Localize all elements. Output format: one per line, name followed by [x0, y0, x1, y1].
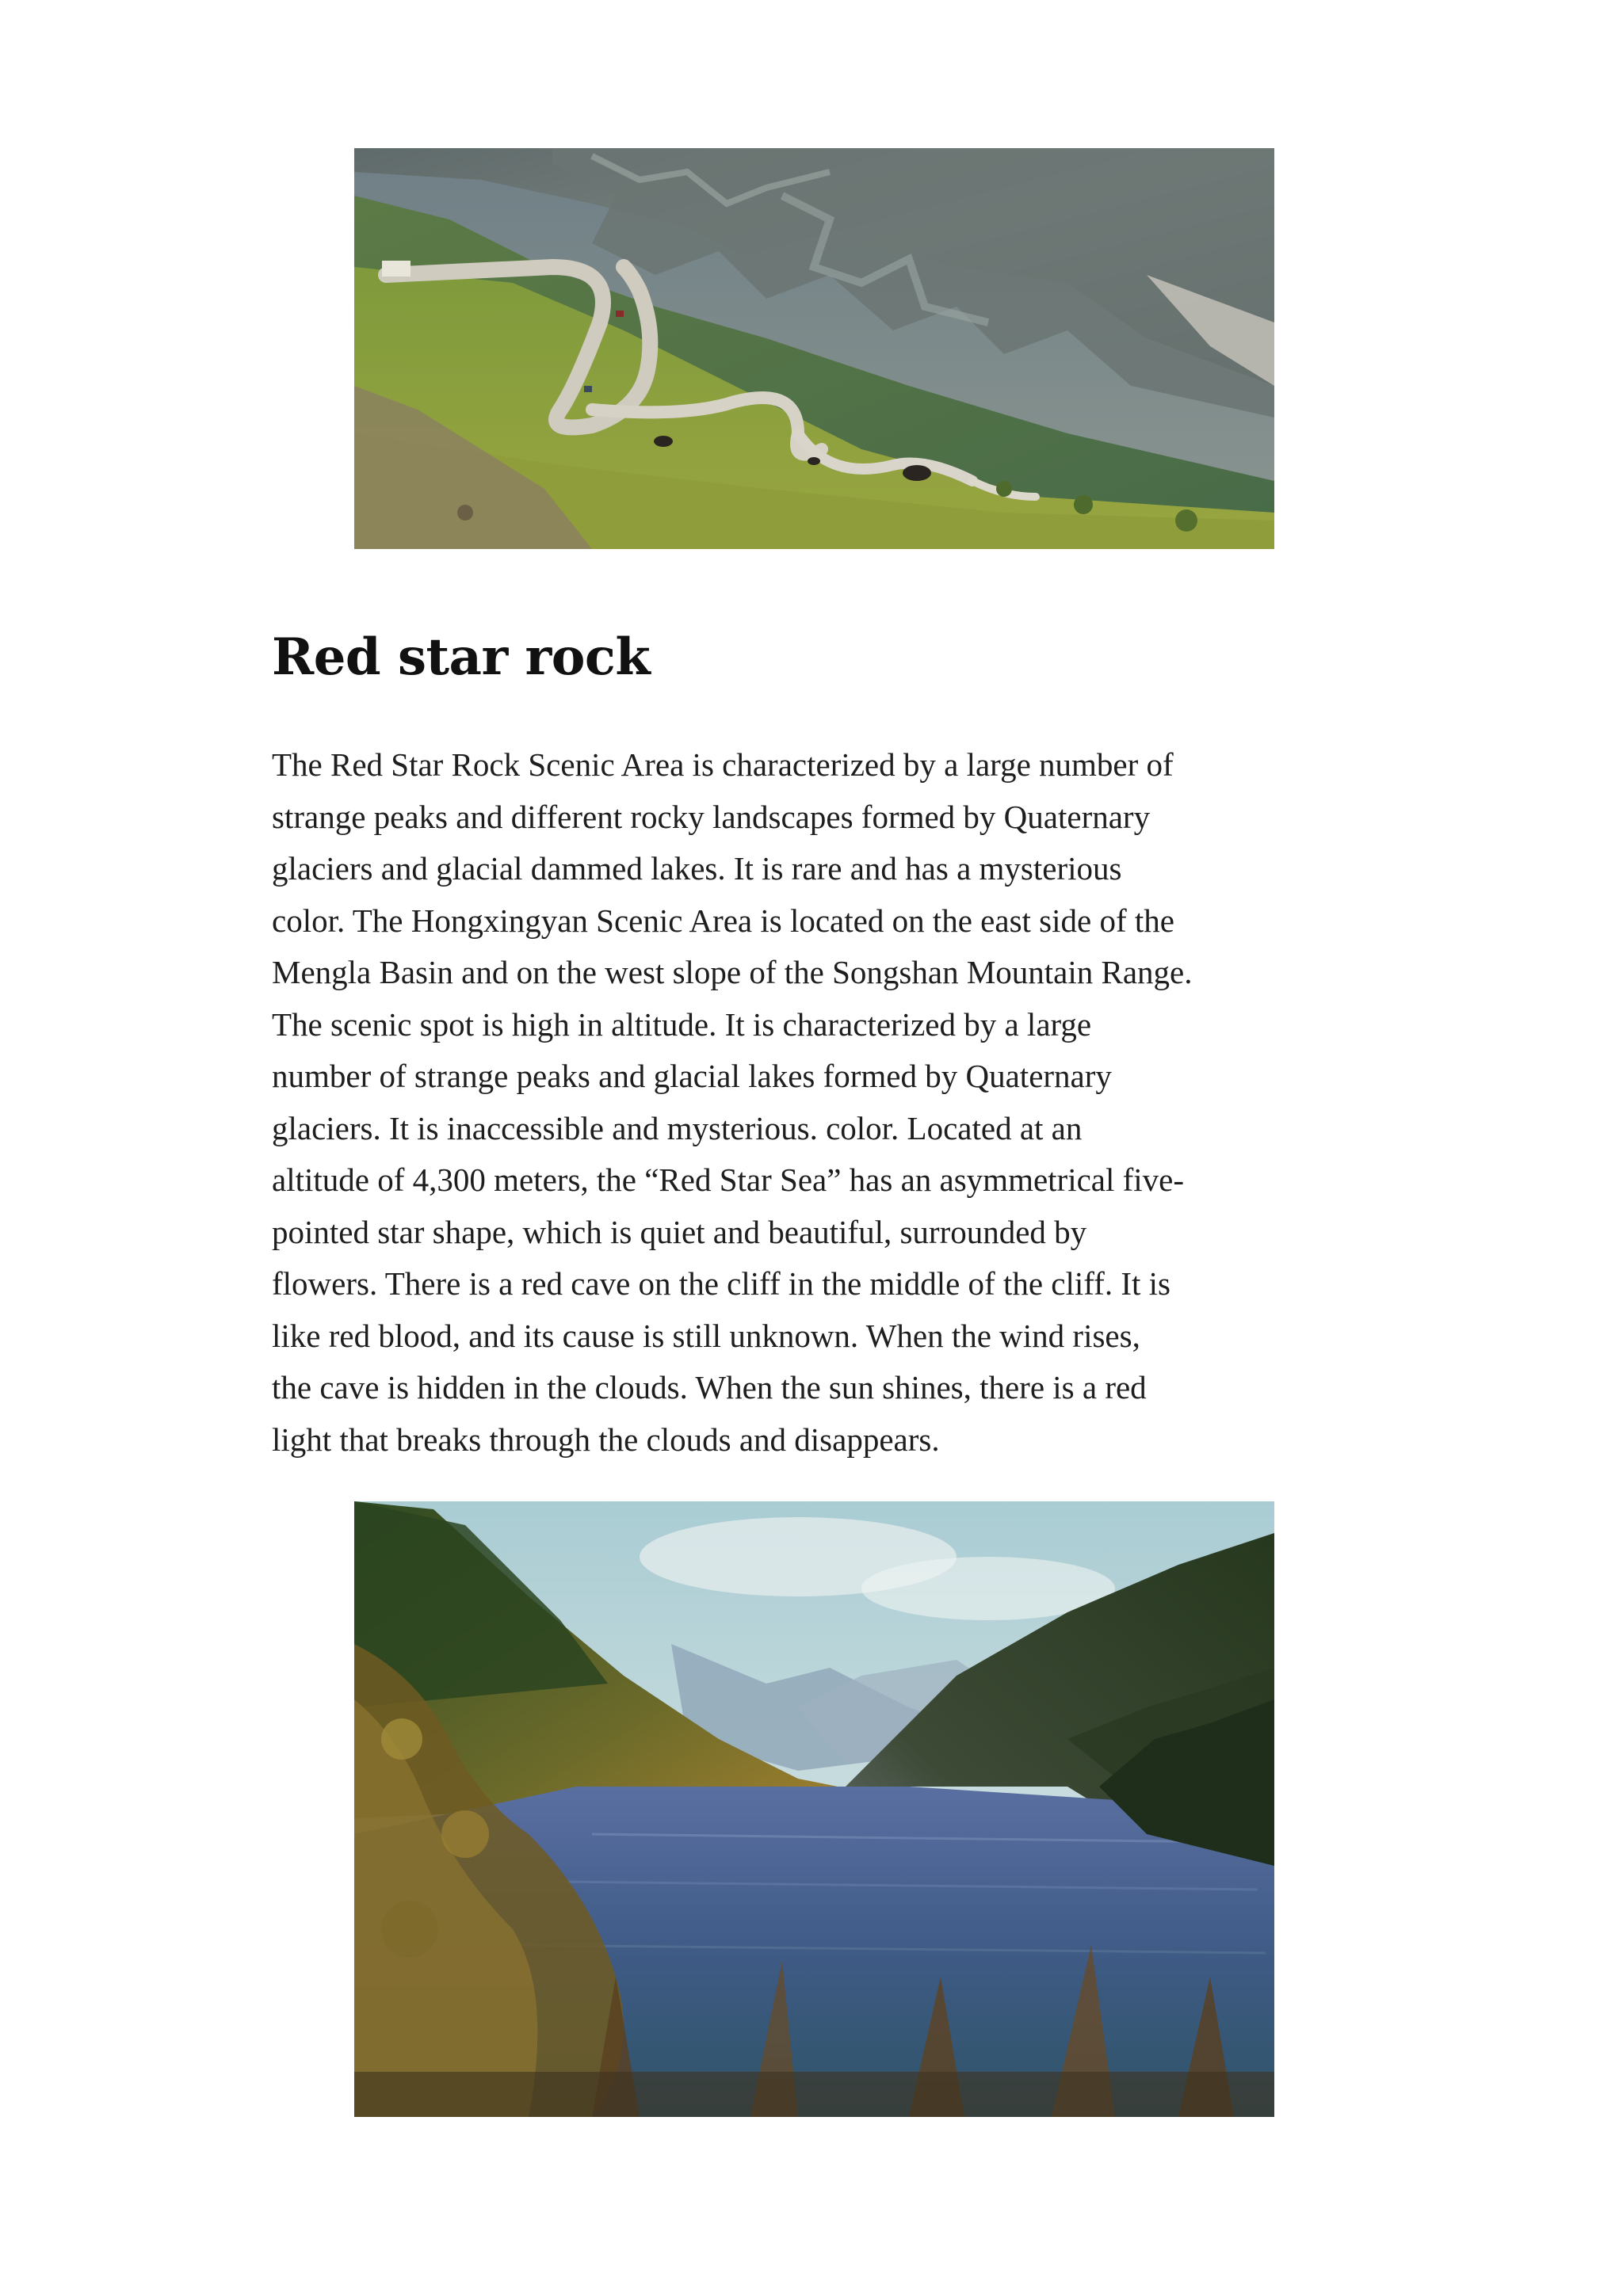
- body-line: strange peaks and different rocky landscapes formed by Quaternary: [272, 798, 1151, 835]
- body-line: glaciers. It is inaccessible and mysterious. color. Located at an: [272, 1109, 1083, 1146]
- body-line: light that breaks through the clouds and disappears.: [272, 1421, 940, 1458]
- mountain-road-photo: [354, 148, 1274, 549]
- body-line: glaciers and glacial dammed lakes. It is rare and has a mysterious: [272, 850, 1122, 887]
- body-line: The Red Star Rock Scenic Area is characterized by a large number of: [272, 746, 1174, 783]
- page-title: Red star rock: [272, 627, 651, 687]
- body-line: the cave is hidden in the clouds. When the sun shines, there is a red: [272, 1369, 1147, 1405]
- body-line: flowers. There is a red cave on the cliff in the middle of the cliff. It is: [272, 1265, 1170, 1302]
- mountain-lake-photo: [354, 1501, 1274, 2117]
- body-line: pointed star shape, which is quiet and beautiful, surrounded by: [272, 1213, 1087, 1250]
- body-line: number of strange peaks and glacial lakes formed by Quaternary: [272, 1058, 1112, 1094]
- body-paragraph: [272, 739, 1365, 1466]
- body-line: color. The Hongxingyan Scenic Area is located on the east side of the: [272, 902, 1174, 939]
- body-line: altitude of 4,300 meters, the “Red Star Sea” has an asymmetrical five-: [272, 1161, 1185, 1198]
- body-line: The scenic spot is high in altitude. It is characterized by a large: [272, 1005, 1092, 1043]
- body-line: like red blood, and its cause is still unknown. When the wind rises,: [272, 1317, 1140, 1354]
- body-line: Mengla Basin and on the west slope of the Songshan Mountain Range.: [272, 954, 1193, 990]
